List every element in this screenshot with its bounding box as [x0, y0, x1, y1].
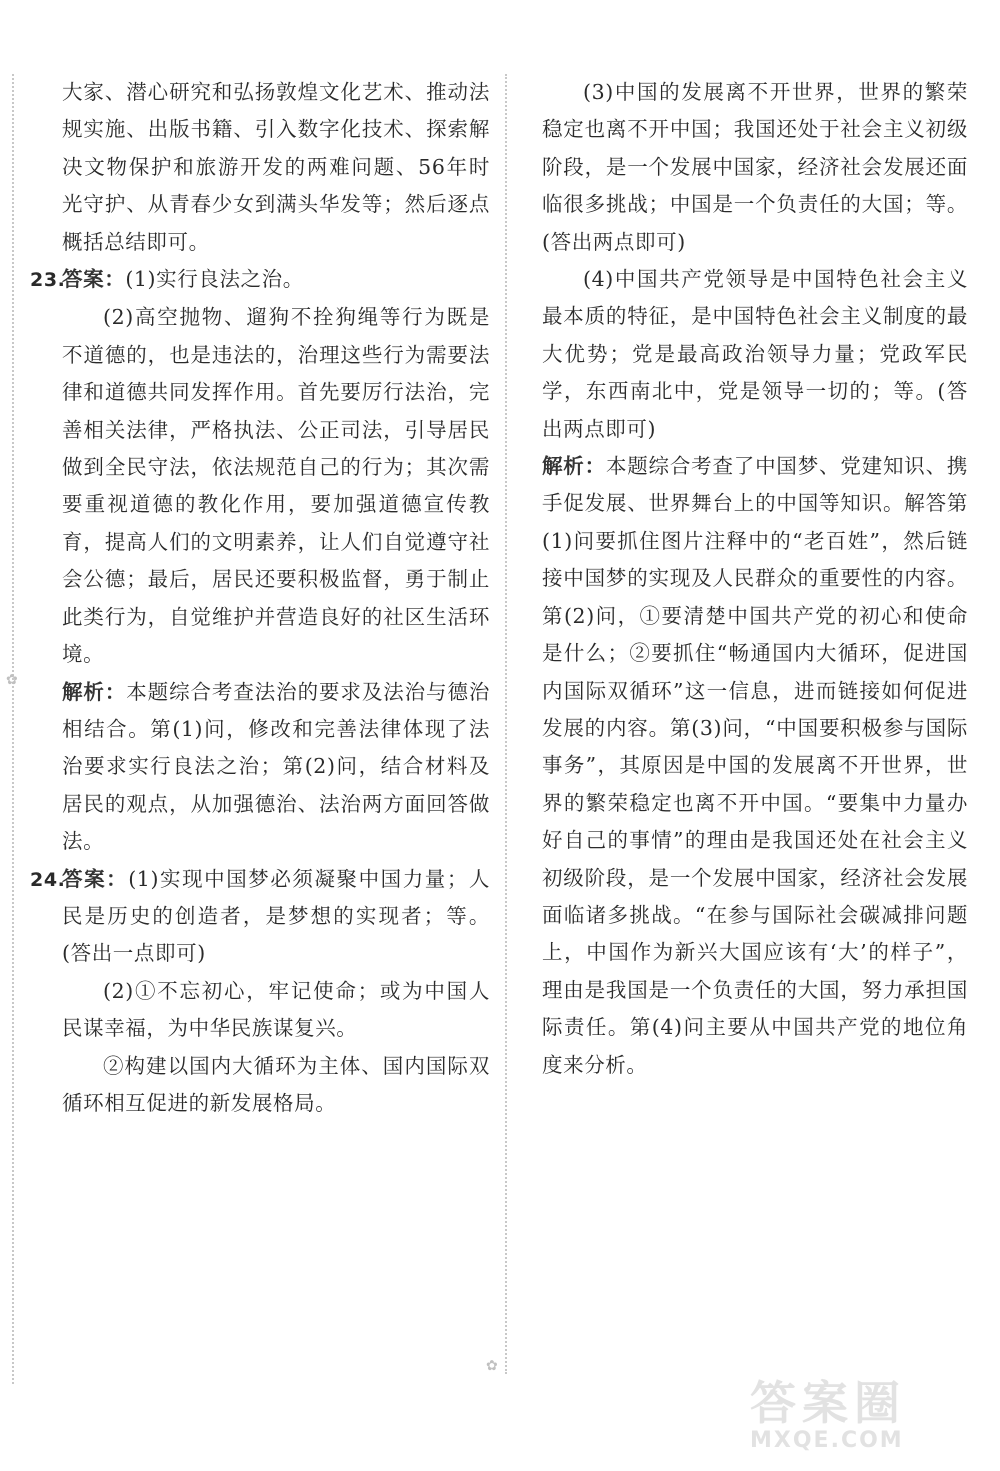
q23-analysis-label: 解析： — [62, 679, 127, 704]
q24-answer-3: (3)中国的发展离不开世界，世界的繁荣稳定也离不开中国；我国还处于社会主义初级阶段，是一个发展中国家，经济社会发展还面临很多挑战；中国是一个负责任的大国；等。(答出两点即可) — [542, 80, 968, 254]
q23-answer-1: (1)实行良法之治。 — [125, 267, 304, 292]
left-column — [30, 74, 490, 1122]
q24-answer-label: 答案： — [62, 866, 129, 891]
continuation-text: 大家、潜心研究和弘扬敦煌文化艺术、推动法规实施、出版书籍、引入数字化技术、探索解决文物保护和旅游开发的两难问题、56年时光守护、从青春少女到满头华发等；然后逐点概括总结即可。 — [62, 80, 490, 254]
q24-answer-line — [30, 861, 490, 973]
column-divider-dotted-line — [505, 74, 507, 1374]
q23-number: 23. — [30, 269, 66, 292]
q24-answer-2a: (2)①不忘初心，牢记使命；或为中国人民谋幸福，为中华民族谋复兴。 — [62, 978, 490, 1041]
q24-answer-4: (4)中国共产党领导是中国特色社会主义最本质的特征，是中国特色社会主义制度的最大优势；党是最高政治领导力量；党政军民学，东西南北中，党是领导一切的；等。(答出两点即可) — [542, 267, 968, 441]
q24-number: 24. — [30, 868, 66, 891]
bottom-ornament-icon: ✿ — [486, 1358, 498, 1374]
q23-answer-2: (2)高空抛物、遛狗不拴狗绳等行为既是不道德的，也是违法的，治理这些行为需要法律和道德共同发挥作用。首先要厉行法治，完善相关法律，严格执法、公正司法，引导居民做到全民守法，依法规范自己的行为；其次需要重视道德的教化作用，要加强道德宣传教育，提高人们的文明素养，让人们自觉遵守社会公德；最后，居民还要积极监督，勇于制止此类行为，自觉维护并营造良好的社区生活环境。 — [62, 305, 490, 667]
q23-answer-line — [30, 261, 490, 299]
q23-answer-label: 答案： — [62, 267, 126, 292]
watermark-url: MXQE.COM — [750, 1428, 904, 1453]
q24-answer-1: (1)实现中国梦必须凝聚中国力量；人民是历史的创造者，是梦想的实现者；等。(答出一点即可) — [62, 866, 490, 966]
watermark-logo: 答案圈 — [750, 1376, 906, 1430]
margin-ornament-icon: ✿ — [6, 672, 18, 688]
q24-answer-2b: ②构建以国内大循环为主体、国内国际双循环相互促进的新发展格局。 — [62, 1053, 490, 1115]
watermark — [750, 1377, 970, 1457]
q24-analysis: 本题综合考查了中国梦、党建知识、携手促发展、世界舞台上的中国等知识。解答第(1)问要抓住图片注释中的“老百姓”，然后链接中国梦的实现及人民群众的重要性的内容。第(2)问，①要清楚中国共产党的初心和使命是什么；②要抓住“畅通国内大循环，促进国内国际双循环”这一信息，进而链接如何促进发展的内容。第(3)问，“中国要积极参与国际事务”，其原因是中国的发展离不开世界，世界的繁荣稳定也离不开中国。“要集中力量办好自己的事情”的理由是我国还处在社会主义初级阶段，是一个发展中国家，经济社会发展面临诸多挑战。“在参与国际社会碳减排问题上，中国作为新兴大国应该有‘大’的样子”，理由是我国是一个负责任的大国，努力承担国际责任。第(4)问主要从中国共产党的地位角度来分析。 — [542, 454, 968, 1077]
q24-analysis-label: 解析： — [542, 454, 606, 479]
right-column — [542, 74, 968, 1084]
left-margin-dotted-line — [12, 74, 14, 1384]
q23-analysis: 本题综合考查法治的要求及法治与德治相结合。第(1)问，修改和完善法律体现了法治要求实行良法之治；第(2)问，结合材料及居民的观点，从加强德治、法治两方面回答做法。 — [62, 679, 490, 854]
